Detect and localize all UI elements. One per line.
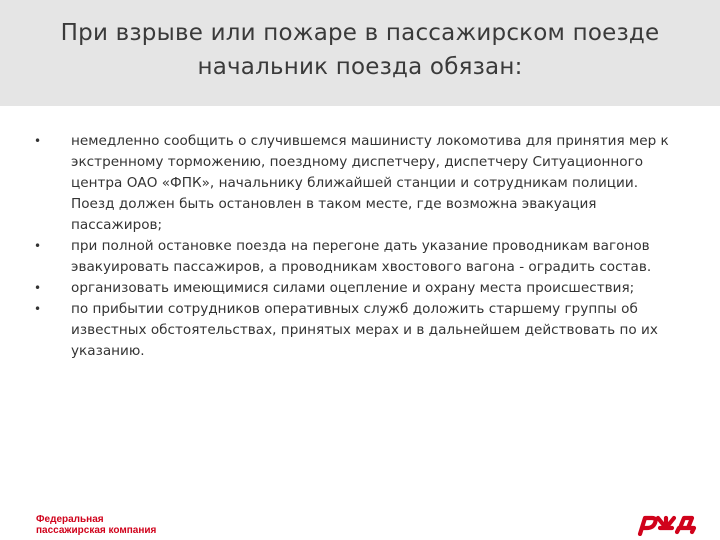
slide-title-line-1: При взрыве или пожаре в пассажирском поезде — [60, 20, 660, 46]
rzd-logo-icon — [636, 510, 700, 536]
slide-title — [40, 16, 680, 84]
bullet-icon: • — [34, 281, 42, 295]
company-name-line-2: пассажирская компания — [36, 525, 157, 536]
list-item — [34, 299, 684, 362]
company-name — [36, 514, 156, 536]
bullet-icon: • — [34, 134, 42, 148]
bullet-icon: • — [34, 239, 42, 253]
bullet-list — [34, 131, 684, 362]
list-item — [34, 131, 684, 236]
bullet-text: организовать имеющимися силами оцепление и охрану места происшествия; — [71, 280, 635, 296]
title-band — [0, 0, 720, 106]
list-item — [34, 236, 684, 278]
slide-title-line-2: начальник поезда обязан: — [197, 54, 523, 80]
bullet-icon: • — [34, 302, 42, 316]
bullet-text: немедленно сообщить о случившемся машинисту локомотива для принятия мер к экстренному торможению, поездному диспетчеру, диспетчеру Ситуационного центра ОАО «ФПК», начальнику ближайшей станции и сотрудникам полиции. Поезд должен быть остановлен в таком месте, где возможна эвакуация пассажиров; — [71, 133, 669, 233]
list-item — [34, 278, 684, 299]
company-name-line-1: Федеральная — [36, 514, 104, 525]
bullet-text: по прибытии сотрудников оперативных служб доложить старшему группы об известных обстоятельствах, принятых мерах и в дальнейшем действовать по их указанию. — [71, 301, 658, 359]
bullet-text: при полной остановке поезда на перегоне дать указание проводникам вагонов эвакуировать пассажиров, а проводникам хвостового вагона - оградить состав. — [71, 238, 652, 275]
